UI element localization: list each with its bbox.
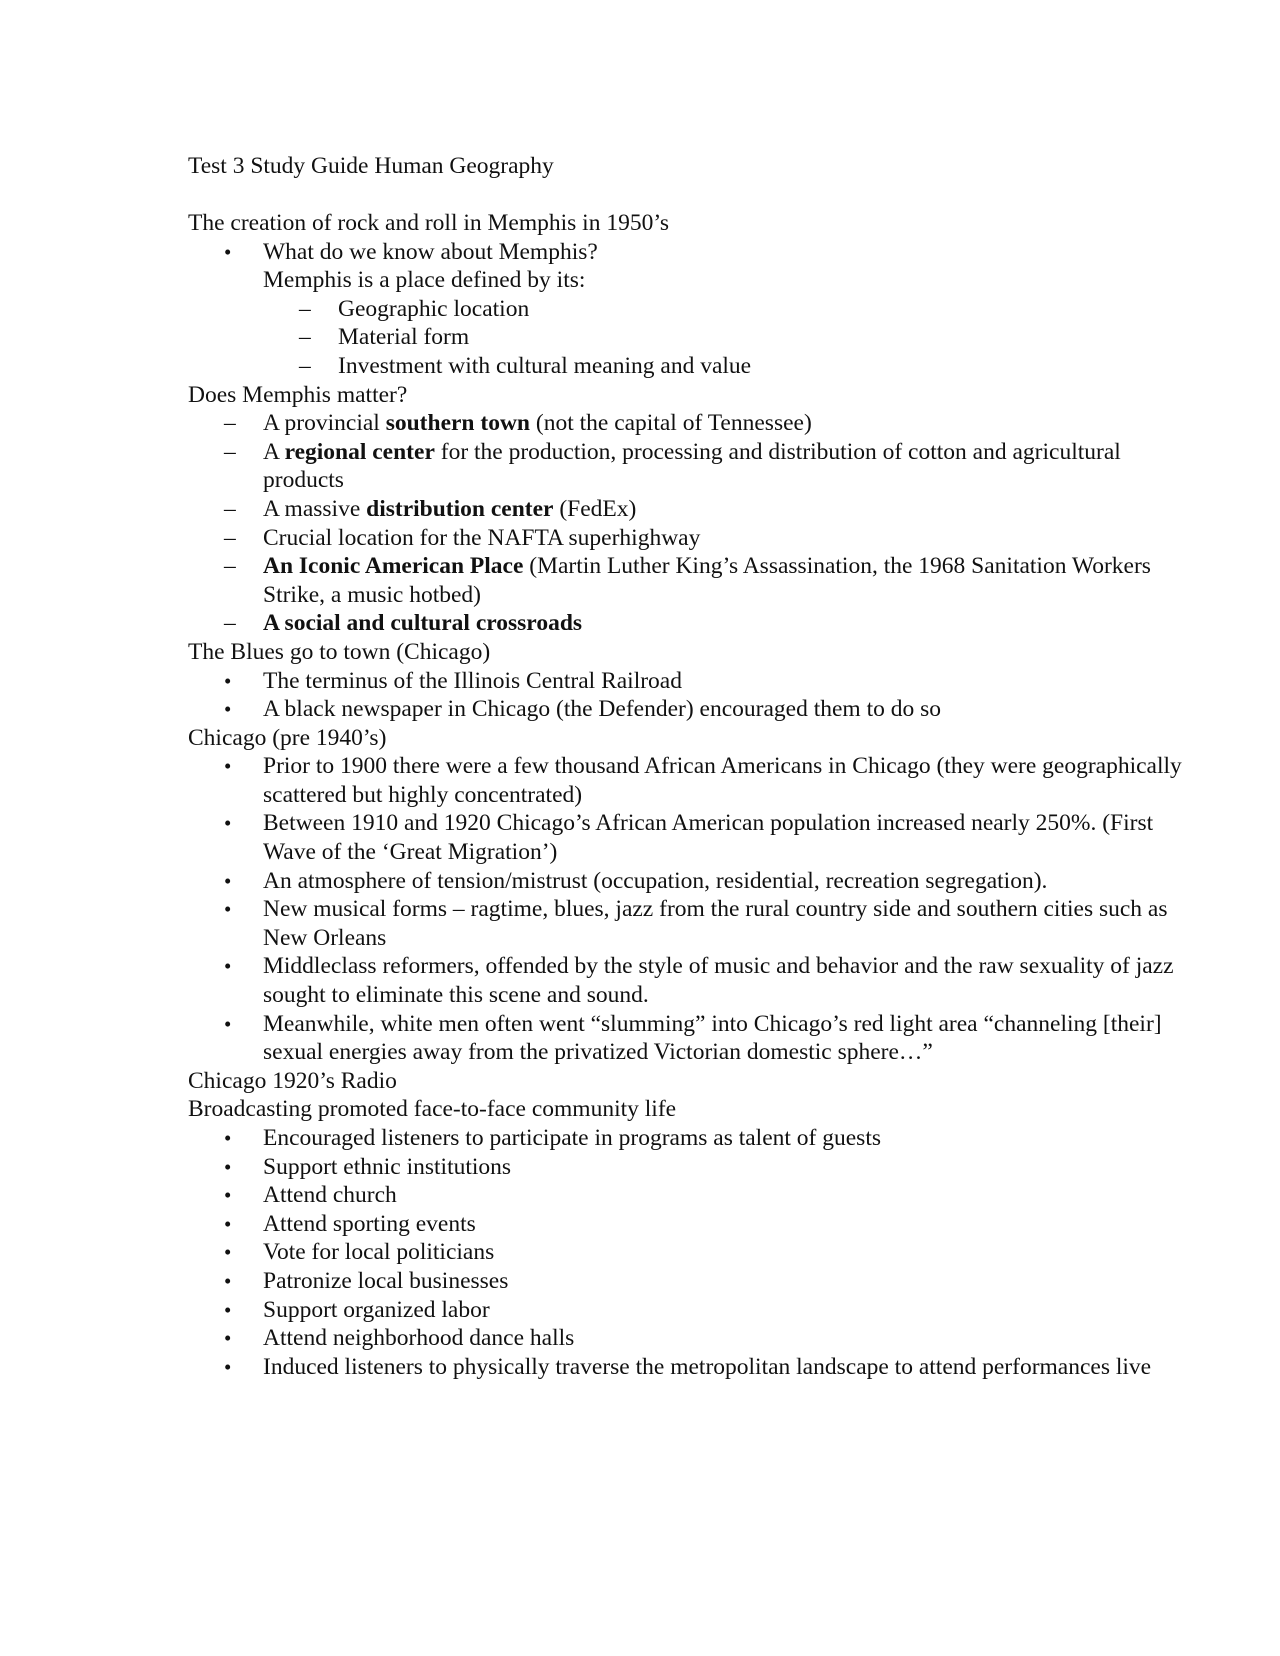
bullet-marker: •: [224, 754, 232, 779]
bullet-item: [188, 1296, 1188, 1325]
dash-marker: –: [299, 295, 311, 322]
bullet-text: Support organized labor: [263, 1296, 490, 1323]
bullet-text: Encouraged listeners to participate in programs as talent of guests: [263, 1125, 881, 1151]
dash-text-post: (not the capital of Tennessee): [530, 410, 812, 437]
dash-text: Investment with cultural meaning and value: [338, 352, 752, 379]
dash-text-bold: southern town: [385, 410, 530, 437]
memphis-defined-by: Memphis is a place defined by its:: [263, 267, 586, 294]
dash-marker: –: [299, 324, 311, 351]
bullet-marker: •: [224, 1297, 232, 1322]
bullet-marker: •: [224, 1126, 232, 1150]
bullet-text: New musical forms – ragtime, blues, jazz from the rural country side and southern cities such as New Orleans: [263, 896, 1168, 951]
bullet-marker: •: [224, 1154, 232, 1179]
bullet-text: Vote for local politicians: [263, 1239, 495, 1266]
bullet-text: Attend neighborhood dance halls: [263, 1325, 575, 1352]
bullet-marker: •: [224, 1326, 232, 1351]
bullet-text: Meanwhile, white men often went “slumming” into Chicago’s red light area “channeling [their] sexual energies away from the privatized Victorian domestic sphere…”: [263, 1010, 1162, 1066]
bullet-item: [188, 667, 1188, 696]
bullet-marker: •: [224, 811, 232, 836]
bullet-text: Induced listeners to physically traverse the metropolitan landscape to attend performances live: [263, 1353, 1152, 1380]
bullet-marker: •: [224, 1240, 232, 1265]
bullet-marker: •: [224, 1268, 232, 1293]
bullet-text: An atmosphere of tension/mistrust (occupation, residential, recreation segregation).: [263, 867, 1048, 894]
bullet-text: Attend church: [263, 1182, 397, 1209]
bullet-item: [188, 1124, 1188, 1153]
dash-text-post: (Martin Luther King’s Assassination, the 1968 Sanitation Workers Strike, a music hotbed): [263, 553, 1151, 608]
bullet-marker: •: [224, 1211, 232, 1236]
bullet-item: [188, 752, 1188, 809]
dash-text-post: (FedEx): [553, 495, 637, 522]
dash-text-post: for the production, processing and distribution of cotton and agricultural products: [263, 438, 1121, 494]
dash-marker: –: [224, 438, 236, 465]
dash-marker: –: [224, 495, 236, 522]
section-heading-memphis: The creation of rock and roll in Memphis in 1950’s: [188, 210, 669, 236]
bullet-text: What do we know about Memphis?: [263, 238, 598, 265]
bullet-item: [188, 1267, 1188, 1296]
bullet-item: [188, 1353, 1188, 1382]
dash-marker: –: [224, 610, 236, 637]
bullet-item: [188, 1324, 1188, 1353]
dash-item: [188, 438, 1188, 495]
dash-text: Material form: [338, 324, 470, 351]
dash-text-pre: A massive: [263, 495, 367, 522]
dash-text-bold: An Iconic American Place: [263, 553, 524, 580]
document-body: [188, 209, 1188, 1381]
dash-item: [188, 552, 1188, 609]
section-heading-memphis-matter: Does Memphis matter?: [188, 381, 408, 408]
dash-text-pre: A provincial: [263, 410, 386, 437]
dash-text-bold: distribution center: [366, 495, 554, 522]
bullet-marker: •: [224, 1354, 232, 1379]
dash-text: Geographic location: [338, 295, 530, 322]
dash-text-post: Crucial location for the NAFTA superhighway: [263, 524, 701, 551]
bullet-text: Between 1910 and 1920 Chicago’s African American population increased nearly 250%. (First Wave of the ‘Great Migration’): [263, 810, 1154, 866]
bullet-marker: •: [224, 697, 232, 722]
dash-marker: –: [224, 553, 236, 580]
dash-marker: –: [224, 524, 236, 551]
bullet-marker: •: [224, 668, 232, 693]
dash-item: [188, 609, 1188, 638]
bullet-item: [188, 1181, 1188, 1210]
bullet-text: Prior to 1900 there were a few thousand African Americans in Chicago (they were geographically scattered but highly concentrated): [263, 753, 1182, 808]
bullet-marker: •: [224, 954, 232, 979]
dash-marker: –: [299, 352, 311, 379]
bullet-text: A black newspaper in Chicago (the Defender) encouraged them to do so: [263, 696, 942, 723]
bullet-marker: •: [224, 897, 232, 922]
bullet-text: Middleclass reformers, offended by the style of music and behavior and the raw sexuality of jazz sought to eliminate this scene and sound.: [263, 953, 1174, 1009]
bullet-item: [188, 809, 1188, 866]
bullet-marker: •: [224, 1011, 232, 1036]
bullet-item: [188, 1153, 1188, 1182]
bullet-marker: •: [224, 868, 232, 893]
dash-item: [188, 524, 1188, 553]
bullet-marker: •: [224, 1183, 232, 1208]
bullet-item: [188, 238, 1188, 267]
document-title: Test 3 Study Guide Human Geography: [188, 153, 554, 179]
bullet-item: [188, 695, 1188, 724]
section-subheading-radio: Broadcasting promoted face-to-face community life: [188, 1096, 677, 1123]
bullet-item: [188, 952, 1188, 1009]
dash-item: [188, 295, 1188, 324]
bullet-item: [188, 1210, 1188, 1239]
dash-text-bold: A social and cultural crossroads: [263, 610, 583, 637]
bullet-item: [188, 1238, 1188, 1267]
section-heading-radio: Chicago 1920’s Radio: [188, 1067, 397, 1094]
bullet-item: [188, 895, 1188, 952]
dash-item: [188, 409, 1188, 438]
bullet-text: Patronize local businesses: [263, 1267, 509, 1294]
dash-item: [188, 495, 1188, 524]
dash-text-pre: A: [263, 438, 285, 465]
section-heading-blues: The Blues go to town (Chicago): [188, 638, 491, 665]
bullet-marker: •: [224, 239, 232, 264]
bullet-text: Support ethnic institutions: [263, 1153, 512, 1180]
bullet-text: Attend sporting events: [263, 1210, 476, 1237]
bullet-item: [188, 867, 1188, 896]
dash-marker: –: [224, 410, 236, 437]
dash-item: [188, 323, 1188, 352]
dash-item: [188, 352, 1188, 381]
section-heading-chicago-pre: Chicago (pre 1940’s): [188, 724, 387, 751]
bullet-text: The terminus of the Illinois Central Railroad: [263, 667, 682, 694]
dash-text-bold: regional center: [284, 438, 435, 465]
bullet-item: [188, 1010, 1188, 1067]
